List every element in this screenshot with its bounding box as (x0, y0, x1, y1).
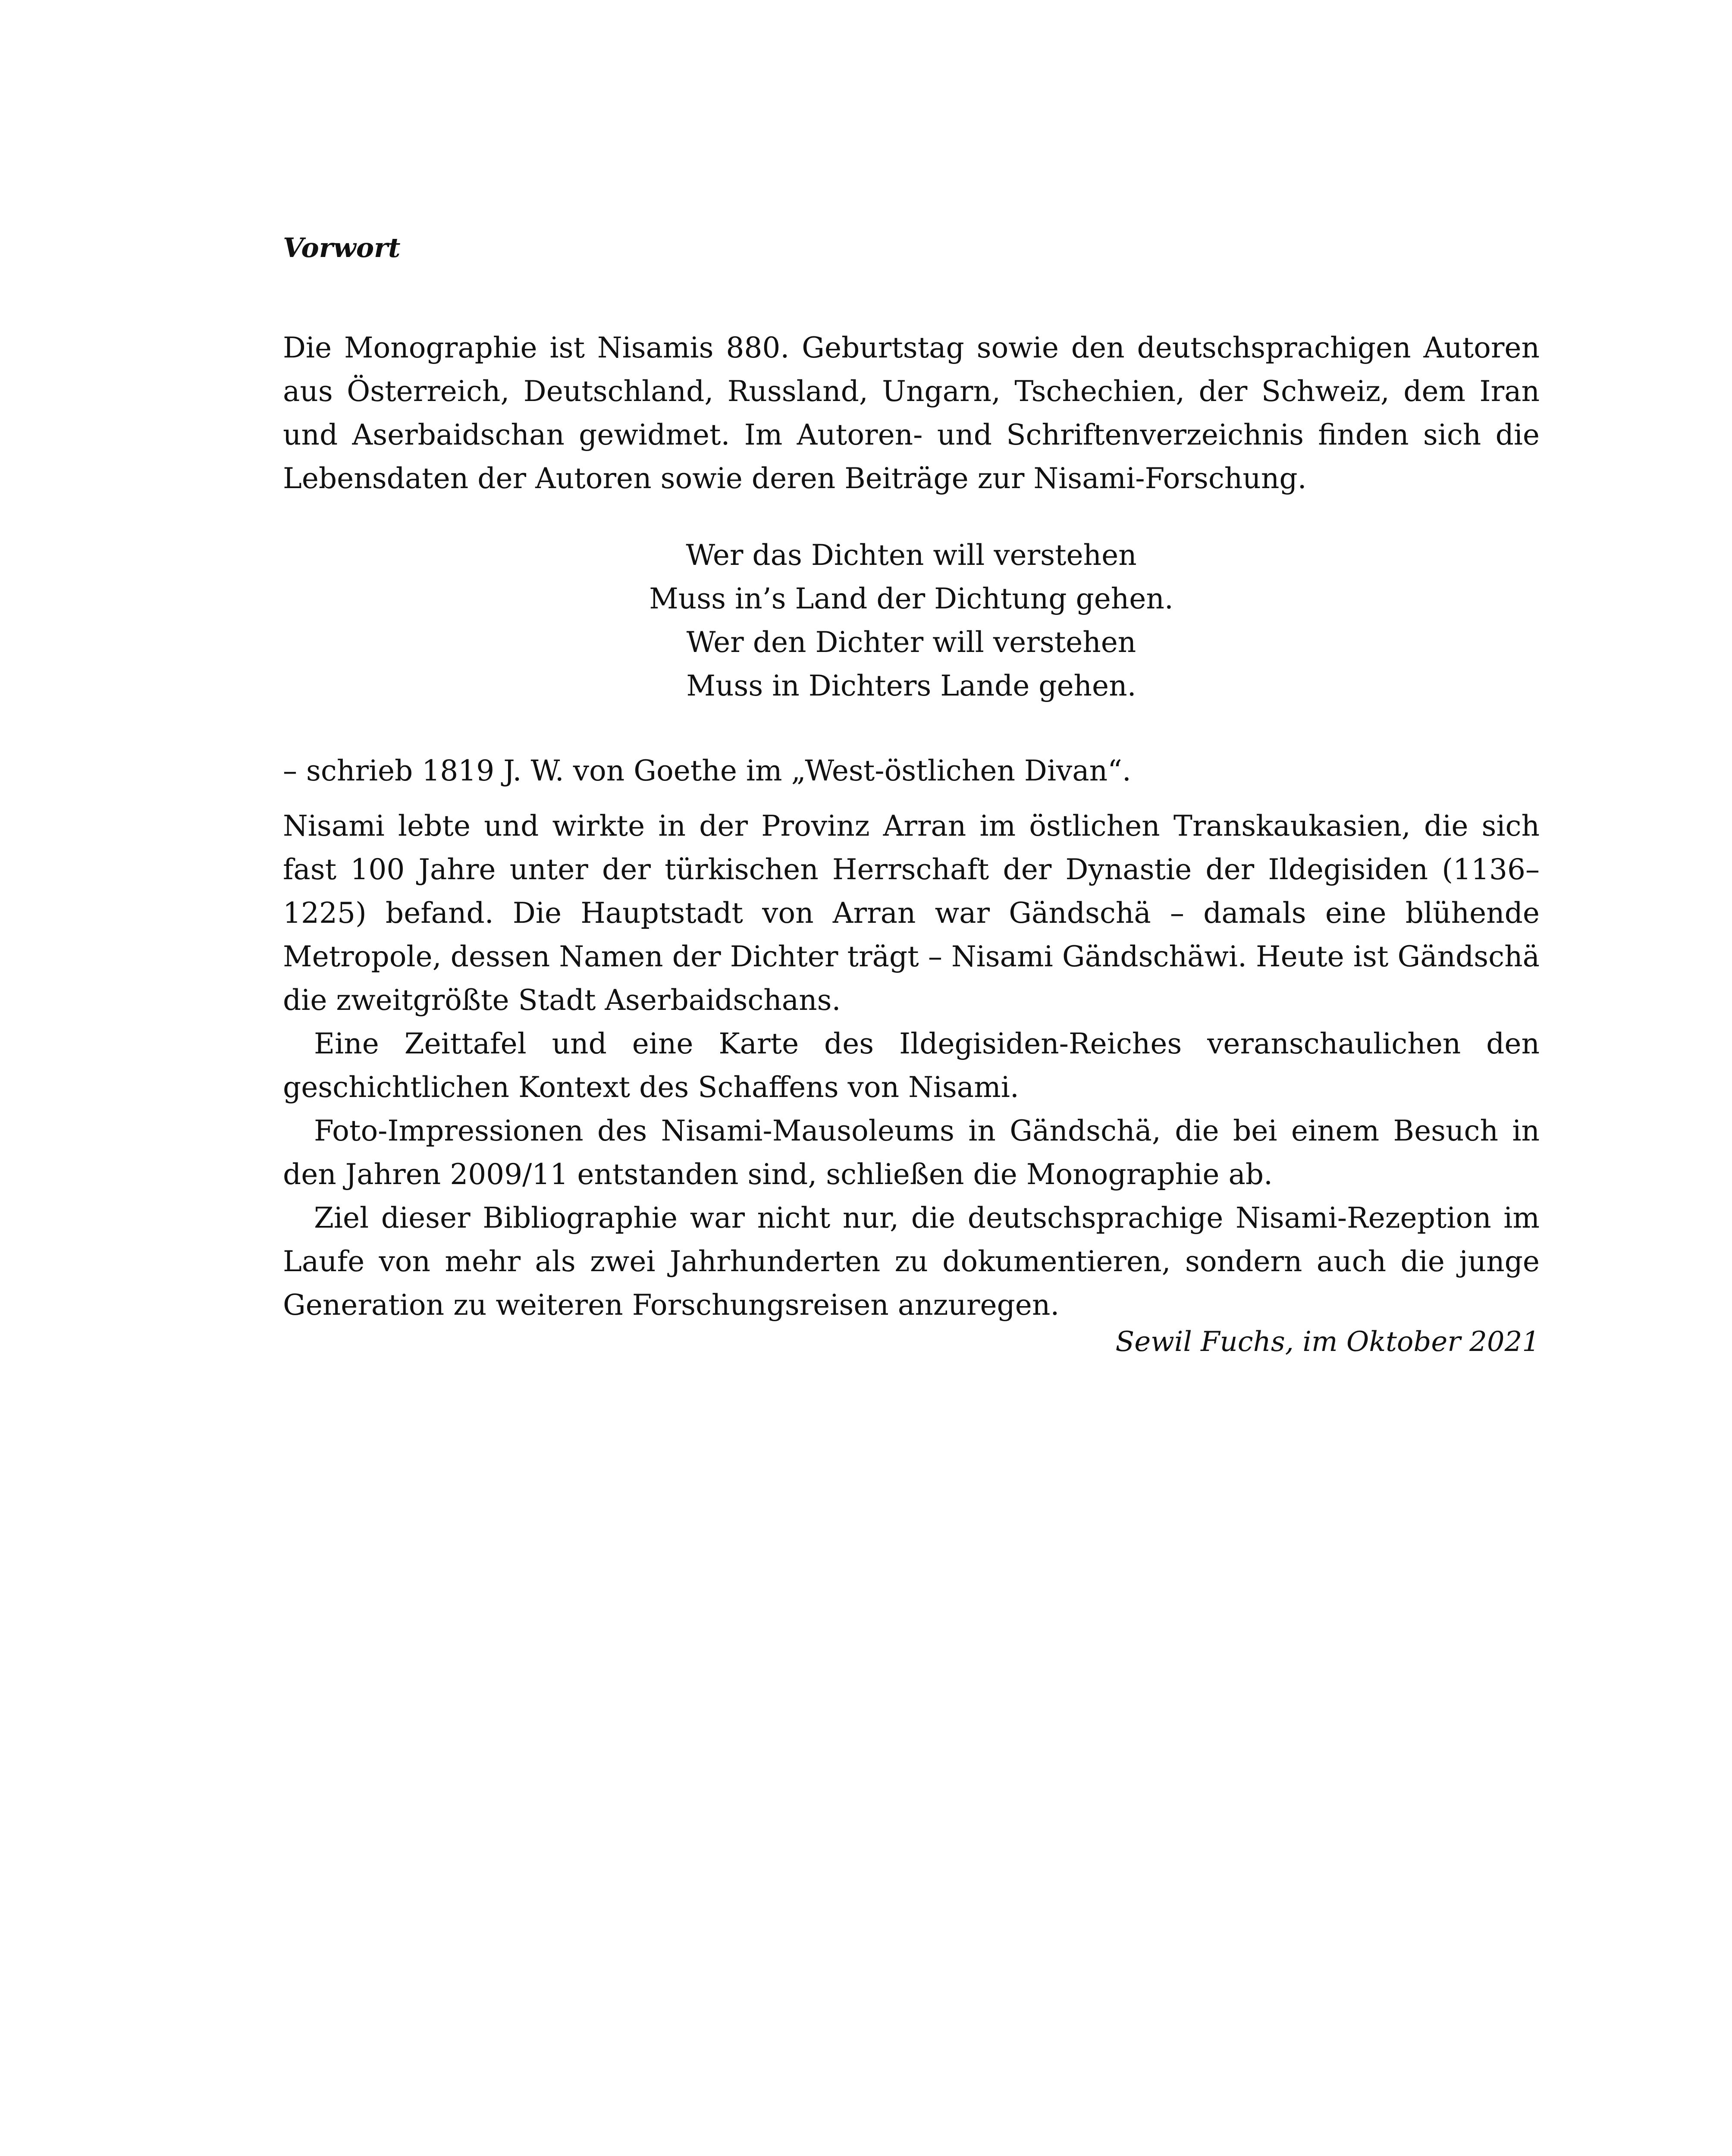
body-paragraph: Ziel dieser Bibliographie war nicht nur, die deutschsprachige Nisami-Rezeption im Laufe von mehr als zwei Jahrhunderten zu dokumentieren, sondern auch die junge Generation zu weiteren Forschungsreisen anzuregen. (283, 1201, 1540, 1322)
body-paragraph: Eine Zeittafel und eine Karte des Ildegisiden-Reiches veranschaulichen den geschichtlichen Kontext des Schaffens von Nisami. (283, 1027, 1540, 1104)
intro-paragraph-block (283, 326, 1540, 500)
verse-attribution: – schrieb 1819 J. W. von Goethe im „West-östlichen Divan“. (283, 754, 1131, 787)
body-text (283, 804, 1540, 1327)
author-signature: Sewil Fuchs, im Oktober 2021 (1115, 1326, 1540, 1358)
body-paragraph: Foto-Impressionen des Nisami-Mausoleums in Gändschä, die bei einem Besuch in den Jahren 2009/11 entstanden sind, schließen die Monographie ab. (283, 1114, 1540, 1191)
verse-line: Wer das Dichten will verstehen (686, 539, 1137, 572)
verse-line: Wer den Dichter will verstehen (686, 626, 1136, 659)
verse-line: Muss in’s Land der Dichtung gehen. (649, 582, 1173, 615)
intro-paragraph: Die Monographie ist Nisamis 880. Geburtstag sowie den deutschsprachigen Autoren aus Österreich, Deutschland, Russland, Ungarn, Tschechien, der Schweiz, dem Iran und Aserbaidschan gewidmet. Im Autoren- und Schriftenverzeichnis finden sich die Lebensdaten der Autoren sowie deren Beiträge zur Nisami-Forschung. (283, 331, 1540, 495)
body-paragraph: Nisami lebte und wirkte in der Provinz Arran im östlichen Transkaukasien, die sich fast 100 Jahre unter der türkischen Herrschaft der Dynastie der Ildegisiden (1136–1225) befand. Die Hauptstadt von Arran war Gändschä – damals eine blühende Metropole, dessen Namen der Dichter trägt – Nisami Gändschäwi. Heute ist Gändschä die zweitgrößte Stadt Aserbaidschans. (283, 809, 1540, 1017)
section-heading: Vorwort (283, 232, 401, 263)
verse-line: Muss in Dichters Lande gehen. (686, 669, 1136, 702)
goethe-verse (283, 533, 1540, 708)
